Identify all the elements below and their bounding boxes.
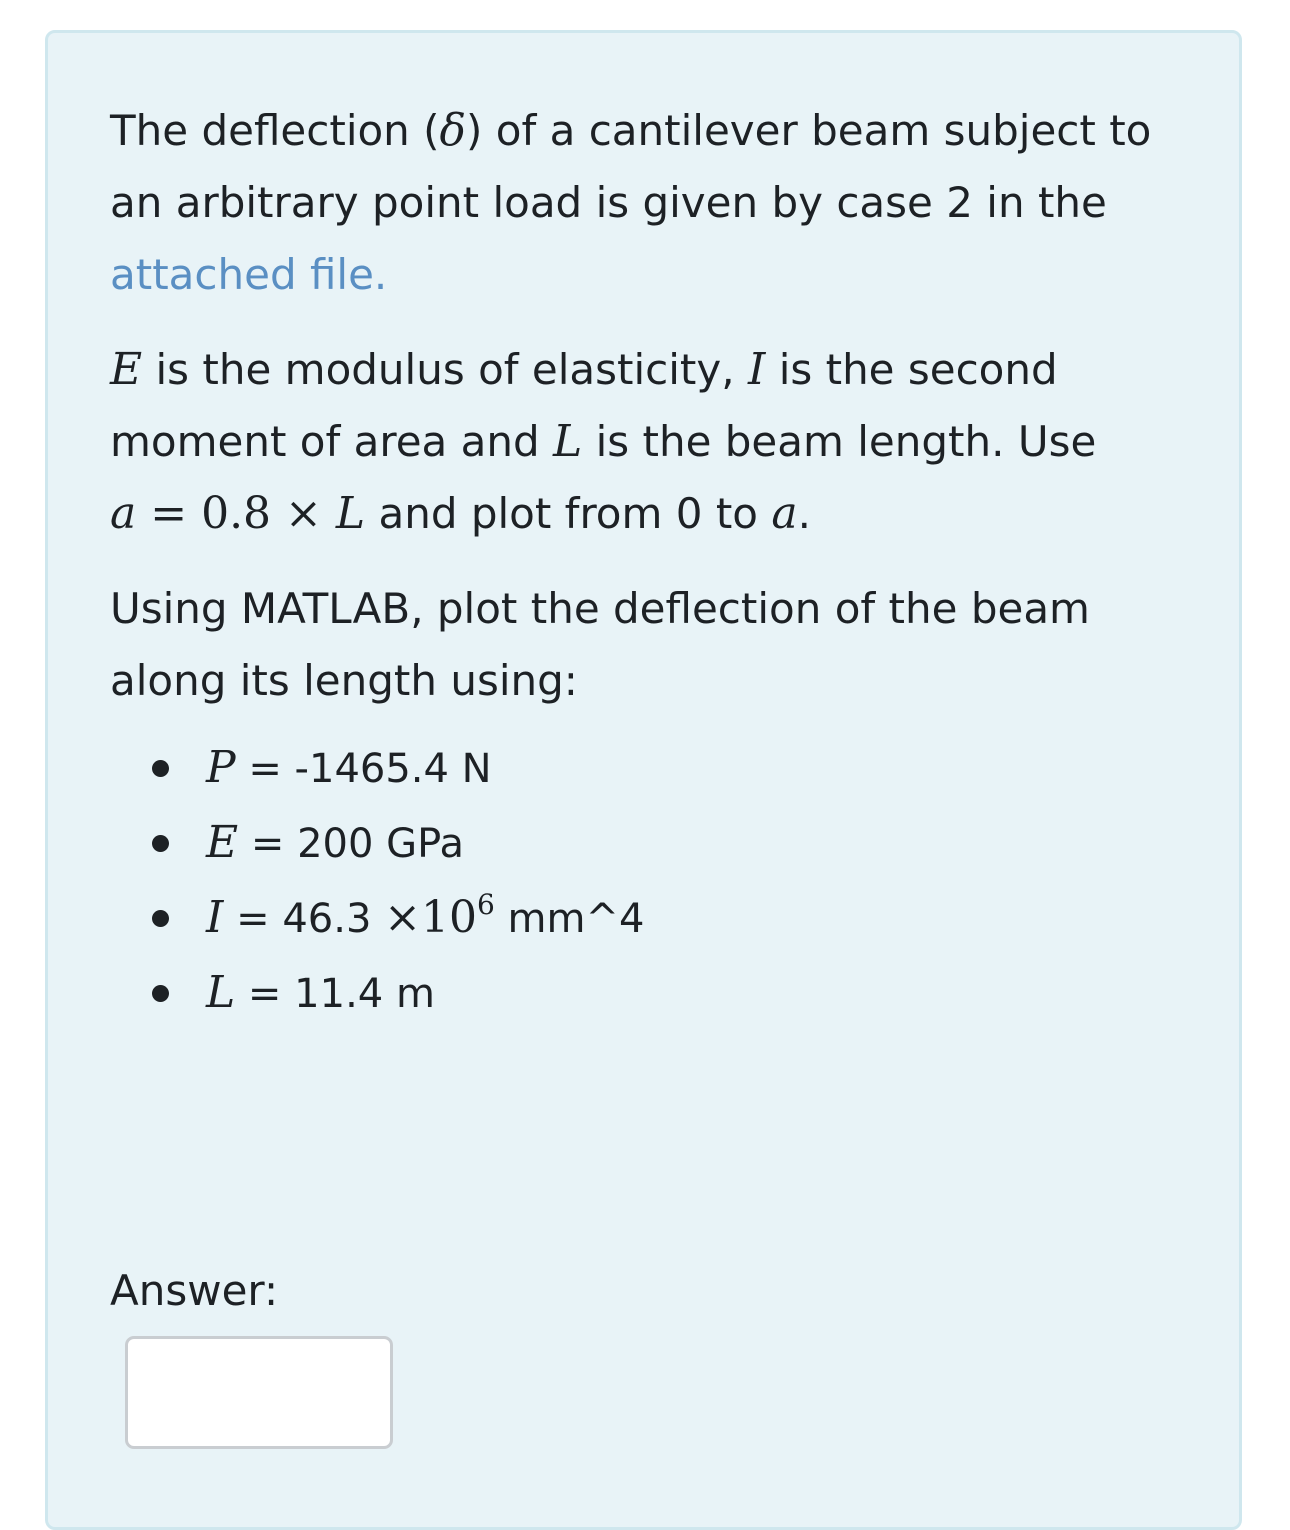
attached-file-link[interactable]: attached file. xyxy=(110,250,388,299)
text-span: is the beam length. Use xyxy=(582,417,1097,466)
text-span: ) of a cantilever beam subject to an arbitrary point load is given by case 2 in the xyxy=(110,106,1152,227)
text-span: The deflection ( xyxy=(110,106,440,155)
math-a: a xyxy=(771,488,798,539)
param-value: = -1465.4 N xyxy=(235,746,492,792)
math-E: E xyxy=(110,344,143,395)
math-L: L xyxy=(553,416,583,467)
answer-input[interactable] xyxy=(125,1336,393,1449)
math-times-ten: ×10 xyxy=(384,892,477,943)
param-value: = 11.4 m xyxy=(235,971,435,1017)
math-equation: = 0.8 × xyxy=(136,488,336,539)
question-paragraph-instructions: Using MATLAB, plot the deflection of the beam along its length using: xyxy=(110,584,1090,705)
parameter-list xyxy=(110,731,1190,1031)
list-item xyxy=(144,806,1190,881)
list-item xyxy=(144,881,1190,956)
math-exponent: 6 xyxy=(476,888,495,921)
question-card xyxy=(45,30,1242,1530)
delta-symbol: δ xyxy=(439,105,467,156)
math-I: I xyxy=(747,344,766,395)
math-I: I xyxy=(206,892,224,943)
param-value: = 200 GPa xyxy=(238,821,464,867)
text-span: is the modulus of elasticity, xyxy=(142,345,748,394)
text-span: . xyxy=(797,489,811,538)
list-item xyxy=(144,956,1190,1031)
math-P: P xyxy=(206,742,236,793)
math-a: a xyxy=(110,488,137,539)
math-L: L xyxy=(335,488,366,539)
text-span: and plot from 0 to xyxy=(365,489,772,538)
answer-label: Answer: xyxy=(110,1266,279,1315)
param-value: = 46.3 xyxy=(223,896,385,942)
question-paragraph-definitions xyxy=(110,334,1190,550)
math-L: L xyxy=(206,967,236,1018)
question-text xyxy=(110,95,1190,1031)
text-span: is the second moment of area and xyxy=(110,345,1058,466)
list-item xyxy=(144,731,1190,806)
param-unit: mm^4 xyxy=(494,896,645,942)
question-paragraph-intro xyxy=(110,95,1190,311)
math-E: E xyxy=(206,817,239,868)
